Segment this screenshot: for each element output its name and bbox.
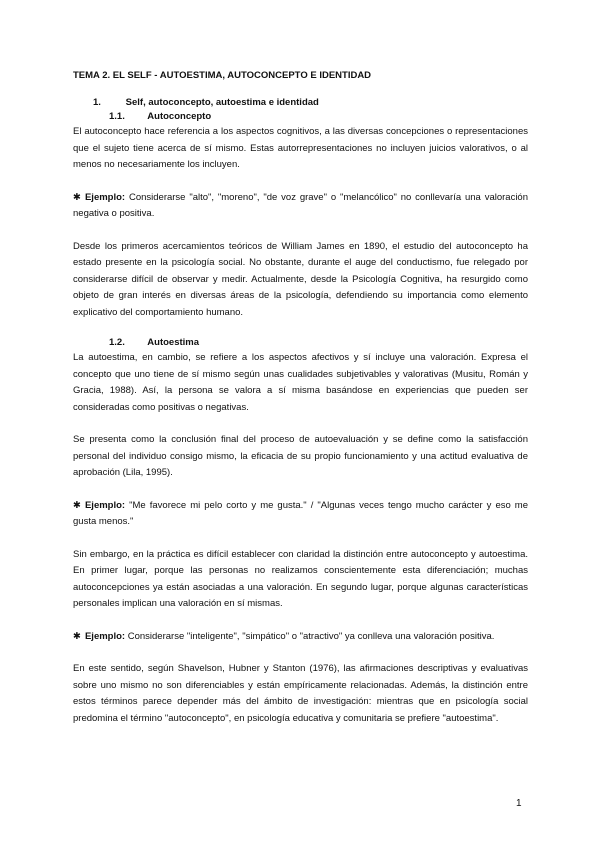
page-content: [73, 70, 528, 727]
section-number: 1.: [93, 97, 101, 108]
paragraph: Sin embargo, en la práctica es difícil establecer con claridad la distinción entre autoconcepto y autoestima. En primer lugar, porque las personas no realizamos conscientemente esta diferenciación; muchas autoconcepciones ya están asociadas a una valoración. En segundo lugar, porque algunas características personales implican una valoración en sí mismas.: [73, 548, 528, 609]
paragraph: El autoconcepto hace referencia a los aspectos cognitivos, a las diversas concepciones o representaciones que el sujeto tiene acerca de sí mismo. Estas autorrepresentaciones no incluyen juicios valorativos, o al menos no necesariamente los incluyen.: [73, 126, 528, 170]
example-text: Considerarse "inteligente", "simpático" o "atractivo" ya conlleva una valoración positiva.: [127, 630, 495, 642]
asterisk-icon: ✱: [73, 499, 81, 511]
example-block: [73, 190, 528, 223]
asterisk-icon: ✱: [73, 630, 81, 642]
subsection-title: Autoconcepto: [147, 111, 212, 122]
example-text: "Me favorece mi pelo corto y me gusta." / "Algunas veces tengo mucho carácter y eso me gusta menos.": [73, 499, 529, 527]
example-block: [73, 498, 528, 531]
subsection-heading-autoconcepto: [109, 111, 528, 122]
paragraph: La autoestima, en cambio, se refiere a los aspectos afectivos y sí incluye una valoración. Expresa el concepto que uno tiene de sí mismo según unas cualidades subjetivables y valorativas (Musitu, Román y Gracia, 1988). Así, la persona se valora a sí misma basándose en experiencias que pueden ser consideradas como positivas o negativas.: [73, 352, 528, 413]
subsection-number: 1.2.: [109, 337, 125, 348]
paragraph: Se presenta como la conclusión final del proceso de autoevaluación y se define como la satisfacción personal del individuo consigo mismo, la eficacia de su propio funcionamiento y una actitud evaluativa de aprobación (Lila, 1995).: [73, 434, 528, 478]
asterisk-icon: ✱: [73, 191, 81, 203]
example-block: [73, 629, 528, 646]
paragraph: En este sentido, según Shavelson, Hubner y Stanton (1976), las afirmaciones descriptivas y evaluativas sobre uno mismo no son diferenciables y están empíricamente relacionadas. Además, la distinción entre estos términos parece depender más del ámbito de investigación: mientras que en psicología social predomina el término "autoconcepto", en psicología educativa y comunitaria se prefiere "autoestima".: [73, 663, 528, 724]
example-text: Considerarse "alto", "moreno", "de voz grave" o "melancólico" no conllevaría una valoración negativa o positiva.: [73, 191, 528, 219]
page-number: 1: [516, 798, 522, 809]
example-label: Ejemplo:: [84, 630, 126, 642]
document-title: TEMA 2. EL SELF - AUTOESTIMA, AUTOCONCEPTO E IDENTIDAD: [73, 70, 372, 81]
paragraph: Desde los primeros acercamientos teóricos de William James en 1890, el estudio del autoconcepto ha estado presente en la psicología social. No obstante, durante el auge del conductismo, fue relegado por considerarse difícil de observar y medir. Actualmente, desde la Psicología Cognitiva, ha resurgido como objeto de gran interés en diversas áreas de la psicología, defendiendo su importancia como elemento explicativo del comportamiento humano.: [73, 240, 528, 318]
section-title: Self, autoconcepto, autoestima e identidad: [125, 97, 319, 108]
subsection-number: 1.1.: [109, 111, 125, 122]
subsection-heading-autoestima: [109, 337, 528, 348]
example-label: Ejemplo:: [84, 499, 126, 511]
section-heading: [93, 97, 528, 108]
example-label: Ejemplo:: [84, 191, 126, 203]
subsection-title: Autoestima: [147, 337, 200, 348]
